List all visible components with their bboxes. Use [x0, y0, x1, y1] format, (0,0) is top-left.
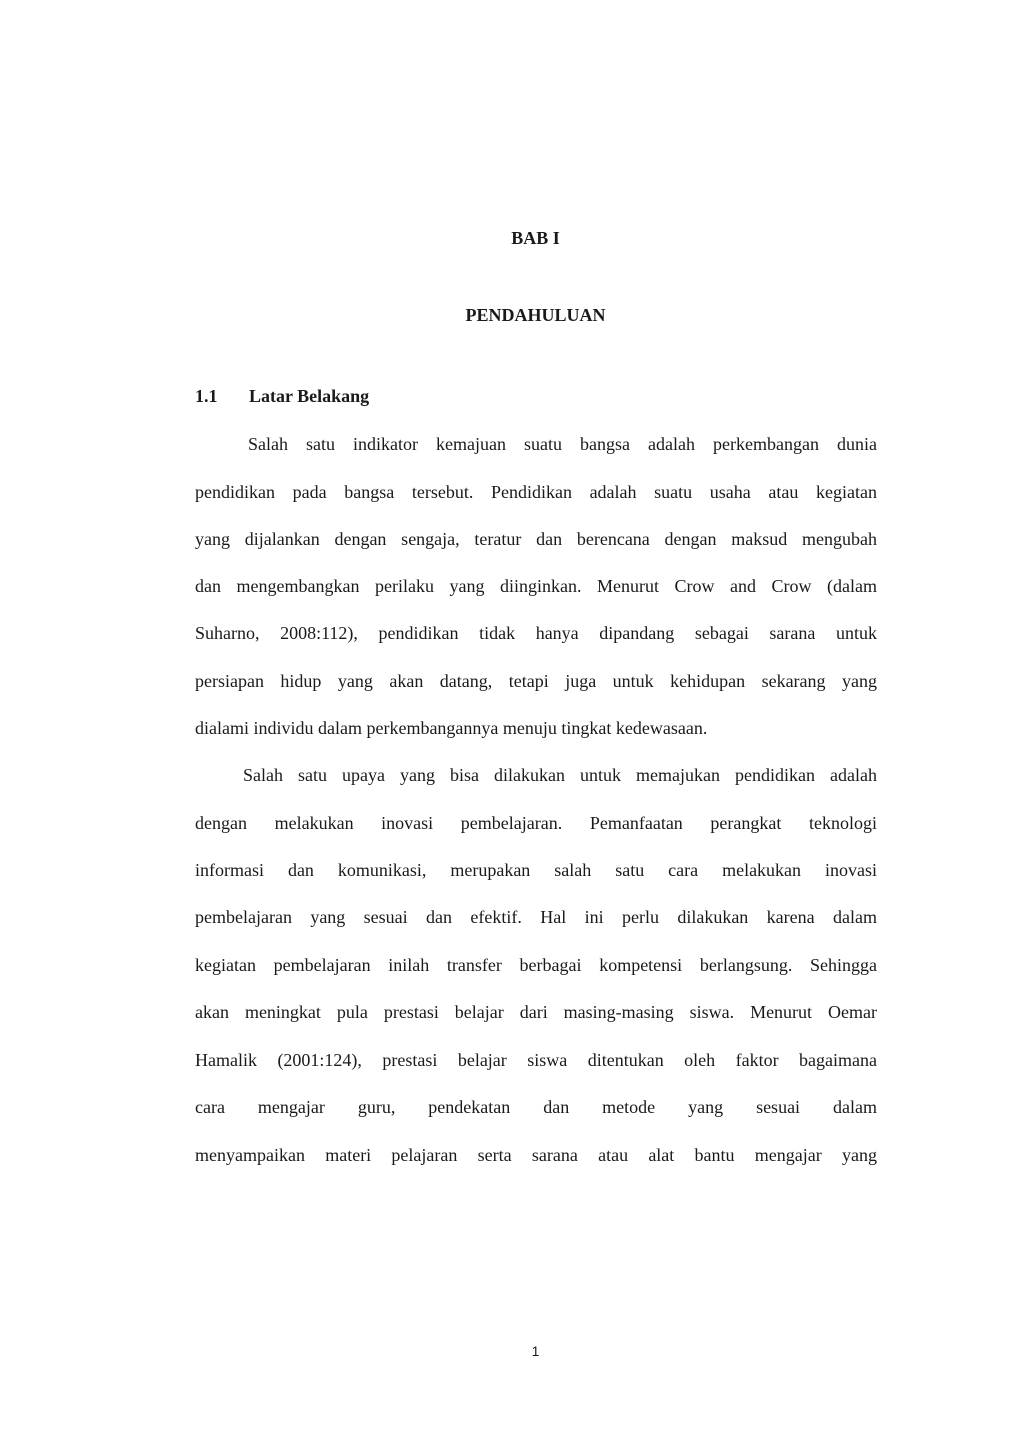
paragraph-2-line-5: kegiatan pembelajaran inilah transfer berbagai kompetensi berlangsung. Sehingga: [195, 955, 877, 975]
paragraph-2-line-1: Salah satu upaya yang bisa dilakukan untuk memajukan pendidikan adalah: [243, 765, 877, 785]
paragraph-1-line-7: dialami individu dalam perkembangannya menuju tingkat kedewasaan.: [195, 718, 708, 738]
section-heading: [195, 386, 369, 406]
paragraph-1-line-1: Salah satu indikator kemajuan suatu bangsa adalah perkembangan dunia: [248, 434, 877, 454]
paragraph-1-line-6: persiapan hidup yang akan datang, tetapi juga untuk kehidupan sekarang yang: [195, 671, 877, 691]
paragraph-2-line-8: cara mengajar guru, pendekatan dan metode yang sesuai dalam: [195, 1097, 877, 1117]
page-number: 1: [531, 1343, 540, 1359]
chapter-title: PENDAHULUAN: [465, 305, 606, 325]
paragraph-2-line-4: pembelajaran yang sesuai dan efektif. Hal ini perlu dilakukan karena dalam: [195, 907, 877, 927]
paragraph-1-line-3: yang dijalankan dengan sengaja, teratur dan berencana dengan maksud mengubah: [195, 529, 877, 549]
paragraph-1-line-4: dan mengembangkan perilaku yang diinginkan. Menurut Crow and Crow (dalam: [195, 576, 877, 596]
paragraph-1-line-5: Suharno, 2008:112), pendidikan tidak hanya dipandang sebagai sarana untuk: [195, 623, 877, 643]
paragraph-1-line-2: pendidikan pada bangsa tersebut. Pendidikan adalah suatu usaha atau kegiatan: [195, 482, 877, 502]
paragraph-2-line-7: Hamalik (2001:124), prestasi belajar siswa ditentukan oleh faktor bagaimana: [195, 1050, 877, 1070]
paragraph-2-line-6: akan meningkat pula prestasi belajar dari masing-masing siswa. Menurut Oemar: [195, 1002, 877, 1022]
paragraph-2-line-3: informasi dan komunikasi, merupakan salah satu cara melakukan inovasi: [195, 860, 877, 880]
paragraph-2-line-2: dengan melakukan inovasi pembelajaran. Pemanfaatan perangkat teknologi: [195, 813, 877, 833]
section-number: 1.1: [195, 386, 218, 406]
paragraph-2-line-9: menyampaikan materi pelajaran serta sarana atau alat bantu mengajar yang: [195, 1145, 877, 1165]
chapter-label: BAB I: [511, 228, 560, 248]
section-title: Latar Belakang: [249, 386, 370, 406]
